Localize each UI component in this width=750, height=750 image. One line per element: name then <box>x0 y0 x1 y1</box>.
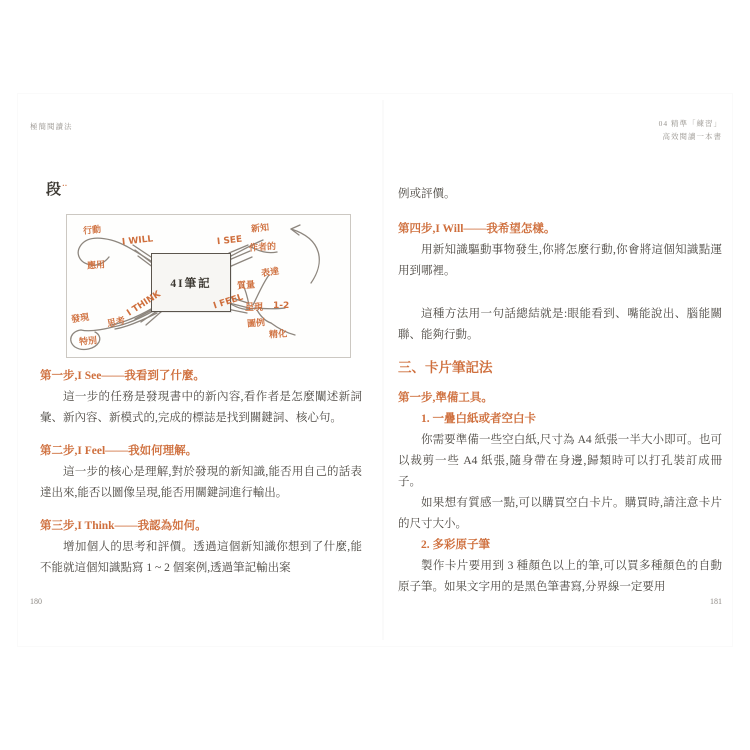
mindmap-label-ithink: I THINK <box>125 289 163 319</box>
mindmap-label-isee: I SEE <box>216 234 243 248</box>
mindmap-label-special: 特別 <box>78 336 98 348</box>
mindmap-figure <box>66 214 351 358</box>
spacer <box>398 294 722 304</box>
right-running-header-line1: 04 精準「練習」 <box>658 119 722 128</box>
mindmap-label-count: 1-2 <box>273 301 290 311</box>
mindmap-label-think: 思考 <box>106 316 127 330</box>
mindmap-label-author: 作者的 <box>248 242 277 254</box>
left-running-header: 極簡閱讀法 <box>30 122 73 131</box>
mindmap-label-apply: 應用 <box>86 260 106 272</box>
right-text-column <box>398 184 722 598</box>
mindmap-center-node: 4I筆記 <box>151 253 231 312</box>
page-gutter <box>382 100 384 640</box>
mindmap-label-ifeel: I FEEL <box>212 292 245 312</box>
section-i-think <box>40 516 362 579</box>
lead-word-text: 段 <box>46 182 62 198</box>
section-body: 增加個人的思考和評價。透過這個新知識你想到了什麼,能不能就這個知識點寫 1 ~ 2 個案例,透過筆記輸出案 <box>40 541 362 574</box>
item1-paragraph-2: 如果想有質感一點,可以購買空白卡片。購買時,請注意卡片的尺寸大小。 <box>398 497 722 530</box>
item2-heading: 2. 多彩原子筆 <box>421 539 490 551</box>
right-running-header-line2: 高效閱讀一本書 <box>662 132 722 141</box>
spacer <box>398 205 722 219</box>
section-i-see <box>40 366 362 429</box>
left-lead-word <box>46 178 67 199</box>
continuation-text: 例或評價。 <box>398 188 456 200</box>
section-body: 這一步的核心是理解,對於發現的新知識,能否用自己的話表達出來,能否以圖像呈現,能否用關鍵詞進行輸出。 <box>40 466 362 499</box>
summary-paragraph: 這種方法用一句話總結就是:眼能看到、嘴能說出、腦能關聯、能夠行動。 <box>398 308 722 341</box>
mindmap-label-iwill: I WILL <box>121 234 154 248</box>
mindmap-label-new-knowledge: 新知 <box>250 223 270 235</box>
section-heading: 第四步,I Will——我希望怎樣。 <box>398 223 556 235</box>
section-heading: 第一步,I See——我看到了什麼。 <box>40 370 205 382</box>
right-running-header <box>659 117 722 143</box>
step-heading: 第一步,準備工具。 <box>398 392 493 404</box>
section-body: 用新知識驅動事物發生,你將怎麼行動,你會將這個知識點運用到哪裡。 <box>398 244 722 277</box>
section-i-will <box>398 219 722 282</box>
emphasis-dots-icon: ·· <box>62 181 68 190</box>
chapter-heading: 三、卡片筆記法 <box>398 360 493 375</box>
item1-paragraph-1: 你需要準備一些空白紙,尺寸為 A4 紙張一半大小即可。也可以裁剪一些 A4 紙張,隨身帶在身邊,歸類時可以打孔裝訂成冊子。 <box>398 434 722 488</box>
mindmap-label-refine: 精化 <box>268 329 288 341</box>
mindmap-label-quality: 質量 <box>236 280 256 292</box>
mindmap-label-example: 圖例 <box>246 318 266 330</box>
section-body: 這一步的任務是發現書中的新內容,看作者是怎麼闡述新詞彙、新內容、新模式的,完成的標誌是找到關鍵詞、核心句。 <box>40 391 362 424</box>
item1-heading: 1. 一疊白紙或者空白卡 <box>421 413 536 425</box>
section-i-feel <box>40 441 362 504</box>
left-text-column <box>40 366 362 591</box>
section-heading: 第二步,I Feel——我如何理解。 <box>40 445 198 457</box>
mindmap-label-express: 表達 <box>260 266 280 280</box>
right-page-number: 181 <box>710 597 722 606</box>
item2-paragraph-1: 製作卡片要用到 3 種顏色以上的筆,可以買多種顏色的自動原子筆。如果文字用的是黑色筆書寫,分界線一定要用 <box>398 560 722 593</box>
mindmap-label-present: 呈現 <box>245 303 264 313</box>
mindmap-label-discover: 發現 <box>70 312 90 326</box>
left-page-number: 180 <box>30 597 42 606</box>
mindmap-label-action: 行動 <box>82 225 102 237</box>
section-heading: 第三步,I Think——我認為如何。 <box>40 520 207 532</box>
